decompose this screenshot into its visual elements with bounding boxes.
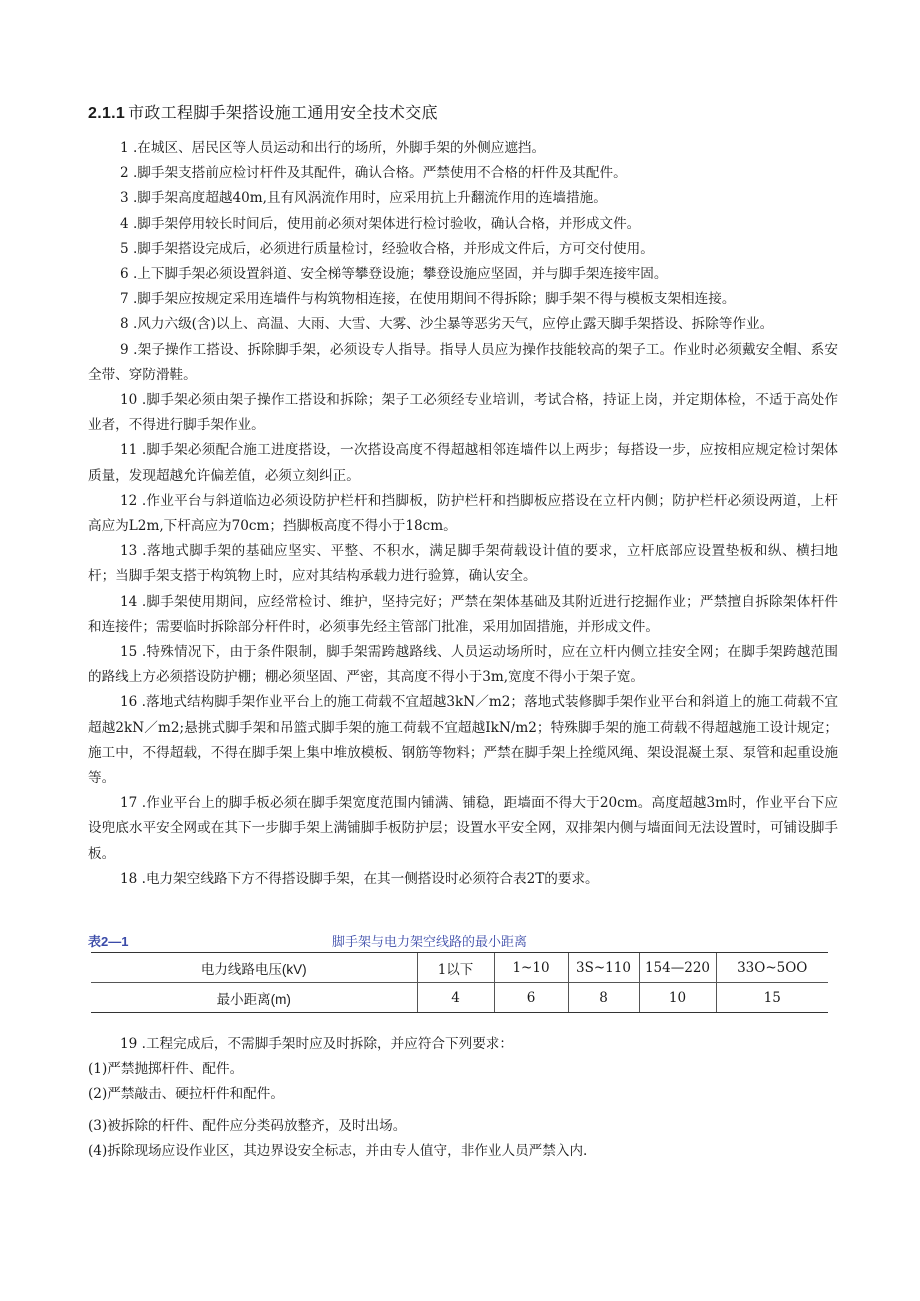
clause-18: 18 .电力架空线路下方不得搭设脚手架，在其一侧搭设时必须符合表2T的要求。 [120, 870, 599, 887]
table-cell: 33O~5OO [716, 953, 828, 983]
table-caption [88, 928, 838, 950]
distance-table [91, 952, 828, 1013]
list-item: (2)严禁敲击、硬拉杆件和配件。 [88, 1086, 284, 1103]
list-item: (3)被拆除的杆件、配件应分类码放整齐，及时出场。 [88, 1117, 407, 1134]
clause-14: 14 .脚手架使用期间，应经常检讨、维护，坚持完好；严禁在架体基础及其附近进行挖掘作业；严禁擅自拆除架体杆件和连接件；需要临时拆除部分杆件时，必须事先经主管部门批准，采用加固措施，并形成文件。 [88, 593, 838, 635]
clause-1: 1 .在城区、居民区等人员运动和出行的场所，外脚手架的外侧应遮挡。 [120, 140, 546, 156]
clause-5: 5 .脚手架搭设完成后，必须进行质量检讨，经验收合格，并形成文件后，方可交付使用。 [120, 240, 654, 257]
table-cell: 154—220 [639, 953, 716, 983]
table-title: 脚手架与电力架空线路的最小距离 [332, 934, 528, 949]
table-row [91, 983, 828, 1013]
table-cell: 10 [639, 983, 716, 1013]
clause-2: 2 .脚手架支搭前应检讨杆件及其配件，确认合格。严禁使用不合格的杆件及其配件。 [120, 165, 627, 182]
list-item: (4)拆除现场应设作业区，其边界设安全标志，并由专人值守，非作业人员严禁入内. [88, 1142, 588, 1159]
table-cell: 8 [568, 983, 639, 1013]
clause-6: 6 .上下脚手架必须设置斜道、安全梯等攀登设施；攀登设施应坚固，并与脚手架连接牢固。 [120, 266, 668, 283]
section-title: 市政工程脚手架搭设施工通用安全技术交底 [128, 103, 438, 122]
clause-9: 9 .架子操作工搭设、拆除脚手架，必须设专人指导。指导人员应为操作技能较高的架子工。作业时必须戴安全帽、系安全带、穿防滑鞋。 [88, 341, 838, 383]
clause-16: 16 .落地式结构脚手架作业平台上的施工荷载不宜超越3kN／m2；落地式装修脚手架作业平台和斜道上的施工荷载不宜超越2kN／m2;悬挑式脚手架和吊篮式脚手架的施工荷载不宜超越IkN/m2；特殊脚手架的施工荷载不得超越施工设计规定；施工中，不得超载，不得在脚手架上集中堆放模板、钢筋等物料；严禁在脚手架上拴缆风绳、架设混凝土泵、泵管和起重设施等。 [88, 694, 838, 787]
clause-8: 8 .风力六级(含)以上、高温、大雨、大雪、大雾、沙尘暴等恶劣天气，应停止露天脚手架搭设、拆除等作业。 [120, 316, 774, 333]
table-cell: 15 [716, 983, 828, 1013]
table-cell: 4 [417, 983, 494, 1013]
clause-7: 7 .脚手架应按规定采用连墙件与构筑物相连接，在使用期间不得拆除；脚手架不得与模板支架相连接。 [120, 291, 736, 308]
clause-12: 12 .作业平台与斜道临边必须设防护栏杆和挡脚板，防护栏杆和挡脚板应搭设在立杆内侧；防护栏杆必须设两道，上杆高应为L2m,下杆高应为70cm；挡脚板高度不得小于18cm。 [88, 492, 838, 535]
table-row [91, 953, 828, 983]
clause-13: 13 .落地式脚手架的基础应坚实、平整、不积水，满足脚手架荷载设计值的要求，立杆底部应设置垫板和纵、横扫地杆；当脚手架支搭于构筑物上时，应对其结构承载力进行验算，确认安全。 [88, 543, 838, 585]
list-item: (1)严禁抛掷杆件、配件。 [88, 1061, 244, 1078]
table-cell: 1~10 [494, 953, 568, 983]
clause-3: 3 .脚手架高度超越40m,且有风涡流作用时，应采用抗上升翻流作用的连墙措施。 [120, 190, 607, 207]
clause-19: 19 .工程完成后，不需脚手架时应及时拆除，并应符合下列要求： [120, 1036, 513, 1052]
table-label: 表2—1 [88, 934, 129, 949]
clause-11: 11 .脚手架必须配合施工进度搭设，一次搭设高度不得超越相邻连墙件以上两步；每搭设一步，应按相应规定检讨架体质量，发现超越允许偏差值，必须立刻纠正。 [88, 442, 838, 484]
table-cell: 1以下 [417, 953, 494, 983]
clause-15: 15 .特殊情况下，由于条件限制，脚手架需跨越路线、人员运动场所时，应在立杆内侧立挂安全网；在脚手架跨越范围的路线上方必须搭设防护棚；棚必须坚固、严密，其高度不得小于3m,宽度不得小于架子宽。 [88, 644, 838, 686]
section-heading [88, 100, 438, 123]
clause-17: 17 .作业平台上的脚手板必须在脚手架宽度范围内铺满、铺稳，距墙面不得大于20cm。高度超越3m时，作业平台下应设兜底水平安全网或在其下一步脚手架上满铺脚手板防护层；设置水平安全网，双排架内侧与墙面间无法设置时，可铺设脚手板。 [88, 795, 838, 862]
clause-10: 10 .脚手架必须由架子操作工搭设和拆除；架子工必须经专业培训，考试合格，持证上岗，并定期体检，不适于高处作业者，不得进行脚手架作业。 [88, 392, 838, 434]
table-cell: 最小距离(m) [91, 983, 417, 1013]
table-cell: 电力线路电压(kV) [91, 953, 417, 983]
section-number: 2.1.1 [88, 105, 126, 122]
safety-clauses [88, 136, 838, 892]
table-cell: 3S~110 [568, 953, 639, 983]
dismantling-requirements [88, 1032, 838, 1164]
clause-4: 4 .脚手架停用较长时间后，使用前必须对架体进行检讨验收，确认合格，并形成文件。 [120, 215, 641, 232]
table-cell: 6 [494, 983, 568, 1013]
